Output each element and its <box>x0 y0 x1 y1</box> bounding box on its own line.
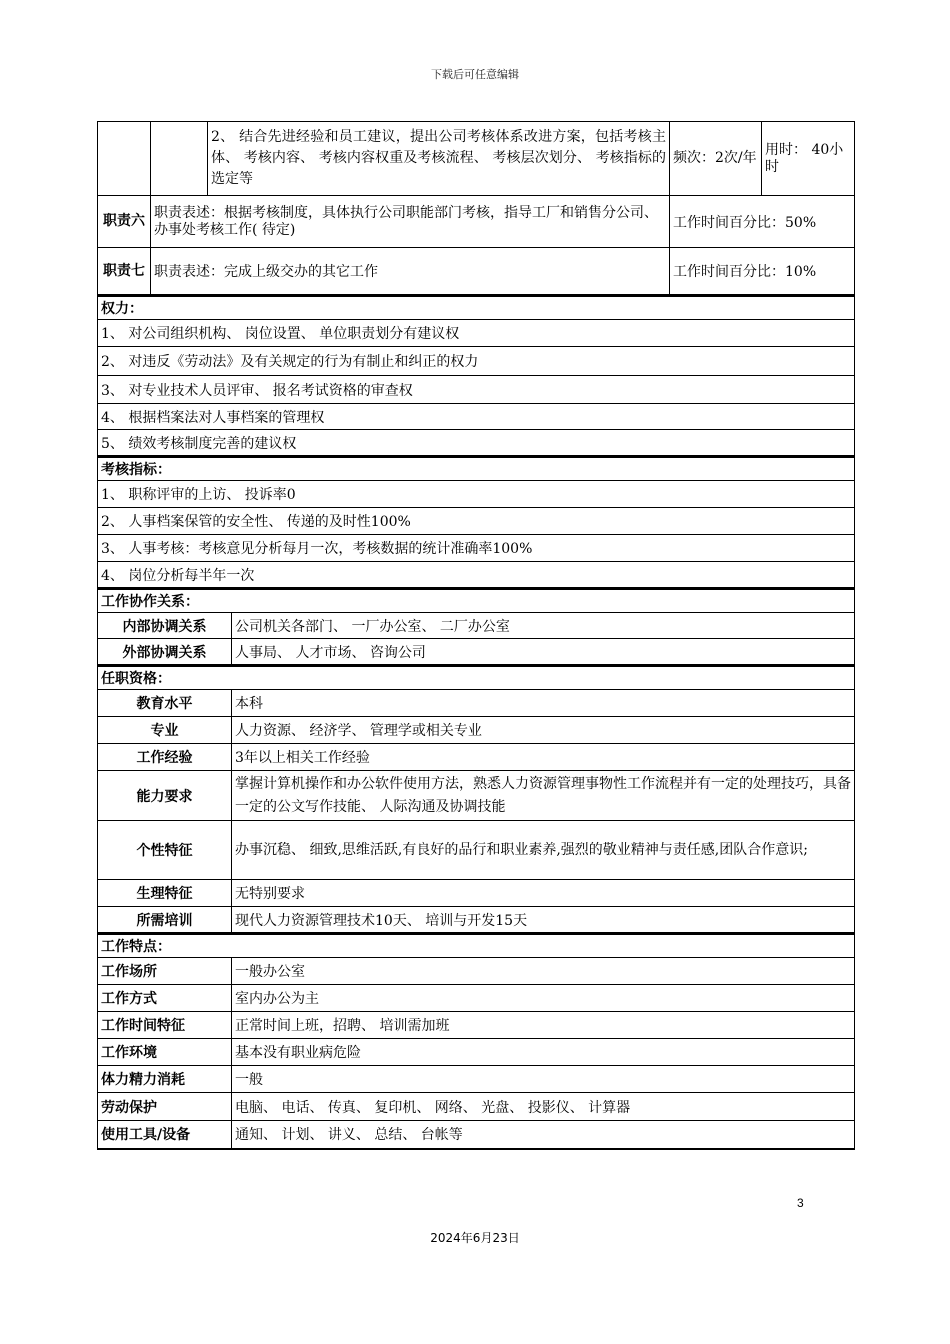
qualification-label: 个性特征 <box>98 821 232 880</box>
kpi-item-text: 1、 职称评审的上访、 投诉率0 <box>98 481 855 508</box>
cooperation-row <box>98 639 855 666</box>
kpi-title: 考核指标： <box>98 457 855 481</box>
work-feature-label: 劳动保护 <box>98 1093 232 1121</box>
work-feature-value: 正常时间上班，招聘、 培训需加班 <box>232 1012 855 1039</box>
kpi-item <box>98 481 855 508</box>
cooperation-label: 外部协调关系 <box>98 639 232 666</box>
authority-item-text: 5、 绩效考核制度完善的建议权 <box>98 430 855 457</box>
authority-item <box>98 404 855 430</box>
qualification-label: 能力要求 <box>98 771 232 821</box>
authority-item-text: 2、 对违反《劳动法》及有关规定的行为有制止和纠正的权力 <box>98 347 855 376</box>
qualification-row <box>98 717 855 744</box>
empty-cell <box>98 122 151 196</box>
work-feature-value: 通知、 计划、 讲义、 总结、 台帐等 <box>232 1121 855 1149</box>
cooperation-row <box>98 613 855 639</box>
work-feature-row <box>98 985 855 1012</box>
header-note: 下载后可任意编辑 <box>431 68 519 81</box>
cooperation-label: 内部协调关系 <box>98 613 232 639</box>
work-feature-value: 室内办公为主 <box>232 985 855 1012</box>
work-feature-label: 工作环境 <box>98 1039 232 1066</box>
authority-item <box>98 376 855 404</box>
work-features-title: 工作特点： <box>98 934 855 958</box>
duty6-text: 职责表述：根据考核制度，具体执行公司职能部门考核，指导工厂和销售分公司、 办事处考核工作( 待定) <box>151 196 670 248</box>
qualification-label: 工作经验 <box>98 744 232 771</box>
duty7-row <box>98 248 855 296</box>
cooperation-value: 人事局、 人才市场、 咨询公司 <box>232 639 855 666</box>
authority-item-text: 4、 根据档案法对人事档案的管理权 <box>98 404 855 430</box>
authority-item <box>98 320 855 347</box>
qualification-value: 办事沉稳、 细致,思维活跃,有良好的品行和职业素养,强烈的敬业精神与责任感,团队合作意识; <box>232 821 855 880</box>
duty7-text: 职责表述：完成上级交办的其它工作 <box>151 248 670 296</box>
qualification-value: 无特别要求 <box>232 880 855 907</box>
qualification-value: 本科 <box>232 690 855 717</box>
qualification-row <box>98 690 855 717</box>
qualification-value: 掌握计算机操作和办公软件使用方法，熟悉人力资源管理事物性工作流程并有一定的处理技巧，具备一定的公文写作技能、 人际沟通及协调技能 <box>232 771 855 821</box>
qualification-value: 3年以上相关工作经验 <box>232 744 855 771</box>
kpi-item <box>98 562 855 589</box>
work-features-header-row <box>98 934 855 958</box>
duty7-label: 职责七 <box>98 248 151 296</box>
work-feature-value: 一般 <box>232 1066 855 1093</box>
qualification-label: 教育水平 <box>98 690 232 717</box>
work-feature-label: 工作方式 <box>98 985 232 1012</box>
empty-cell <box>151 122 208 196</box>
kpi-header-row <box>98 457 855 481</box>
work-feature-row <box>98 1093 855 1121</box>
kpi-item <box>98 508 855 535</box>
duty6-row <box>98 196 855 248</box>
qualification-value: 人力资源、 经济学、 管理学或相关专业 <box>232 717 855 744</box>
kpi-item <box>98 535 855 562</box>
qualification-row <box>98 821 855 880</box>
qualification-value: 现代人力资源管理技术10天、 培训与开发15天 <box>232 907 855 934</box>
work-feature-value: 一般办公室 <box>232 958 855 985</box>
work-feature-label: 体力精力消耗 <box>98 1066 232 1093</box>
work-feature-label: 使用工具/设备 <box>98 1121 232 1149</box>
work-feature-value: 基本没有职业病危险 <box>232 1039 855 1066</box>
work-feature-value: 电脑、 电话、 传真、 复印机、 网络、 光盘、 投影仪、 计算器 <box>232 1093 855 1121</box>
qualification-row <box>98 880 855 907</box>
work-feature-row <box>98 1066 855 1093</box>
kpi-item-text: 3、 人事考核：考核意见分析每月一次，考核数据的统计准确率100% <box>98 535 855 562</box>
footer-date: 2024年6月23日 <box>430 1231 520 1245</box>
duty6-percent: 工作时间百分比：50% <box>670 196 855 248</box>
job-description-table <box>97 121 855 1150</box>
qualification-label: 所需培训 <box>98 907 232 934</box>
work-feature-row <box>98 958 855 985</box>
qualification-header-row <box>98 666 855 690</box>
authority-title: 权力： <box>98 296 855 320</box>
work-feature-row <box>98 1121 855 1149</box>
qualification-title: 任职资格： <box>98 666 855 690</box>
authority-item <box>98 347 855 376</box>
qualification-row <box>98 907 855 934</box>
qualification-label: 专业 <box>98 717 232 744</box>
work-feature-label: 工作场所 <box>98 958 232 985</box>
kpi-item-text: 2、 人事档案保管的安全性、 传递的及时性100% <box>98 508 855 535</box>
qualification-row <box>98 744 855 771</box>
duty-continuation-row <box>98 122 855 196</box>
authority-item <box>98 430 855 457</box>
work-feature-label: 工作时间特征 <box>98 1012 232 1039</box>
authority-header-row <box>98 296 855 320</box>
duty-continuation-text: 2、 结合先进经验和员工建议，提出公司考核体系改进方案，包括考核主体、 考核内容、 考核内容权重及考核流程、 考核层次划分、 考核指标的选定等 <box>208 122 670 196</box>
duty-time: 用时： 40小时 <box>762 122 855 196</box>
cooperation-title: 工作协作关系： <box>98 589 855 613</box>
work-feature-row <box>98 1039 855 1066</box>
cooperation-header-row <box>98 589 855 613</box>
cooperation-value: 公司机关各部门、 一厂办公室、 二厂办公室 <box>232 613 855 639</box>
duty6-label: 职责六 <box>98 196 151 248</box>
qualification-row <box>98 771 855 821</box>
qualification-label: 生理特征 <box>98 880 232 907</box>
duty7-percent: 工作时间百分比：10% <box>670 248 855 296</box>
authority-item-text: 1、 对公司组织机构、 岗位设置、 单位职责划分有建议权 <box>98 320 855 347</box>
authority-item-text: 3、 对专业技术人员评审、 报名考试资格的审查权 <box>98 376 855 404</box>
page-number: 3 <box>797 1196 804 1210</box>
duty-frequency: 频次：2次/年 <box>670 122 762 196</box>
kpi-item-text: 4、 岗位分析每半年一次 <box>98 562 855 589</box>
work-feature-row <box>98 1012 855 1039</box>
